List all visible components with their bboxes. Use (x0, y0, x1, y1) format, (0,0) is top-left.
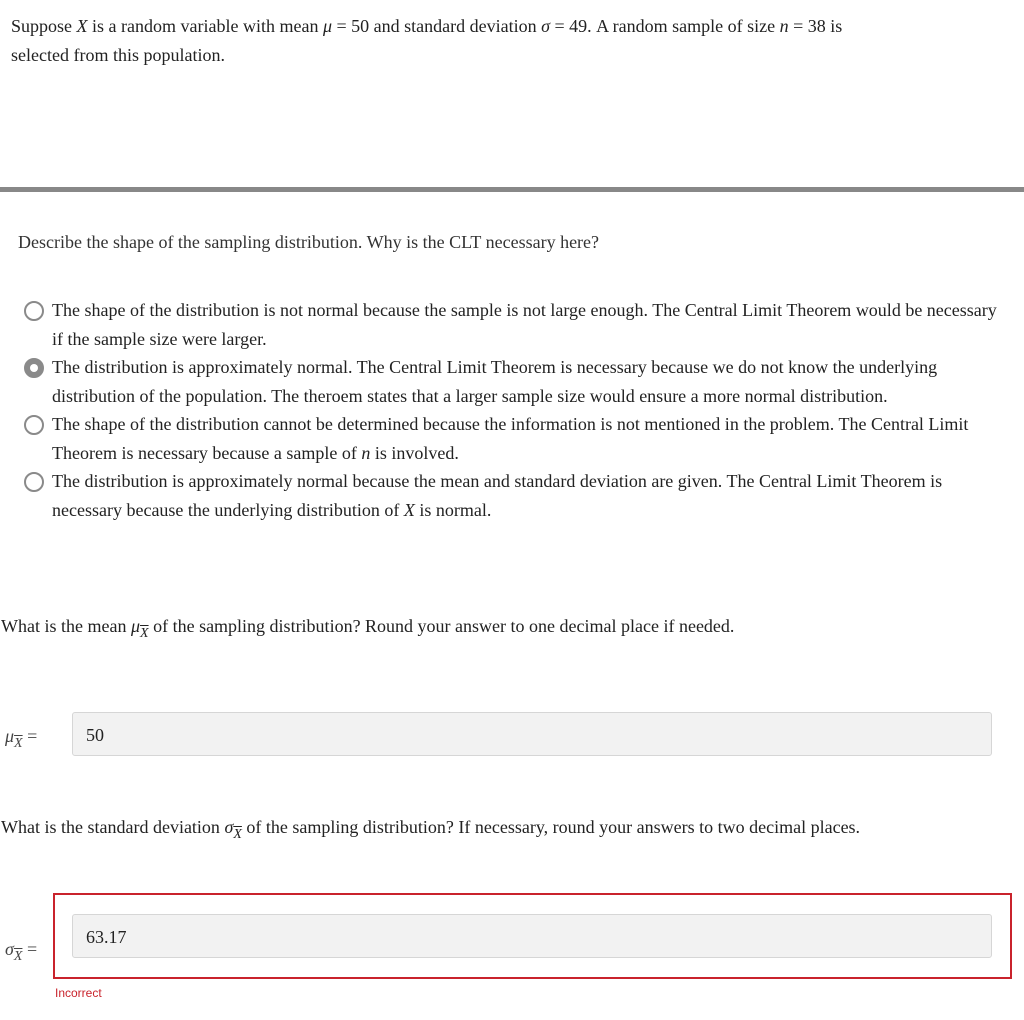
radio-button[interactable] (24, 415, 44, 435)
option-2-text: The distribution is approximately normal. The Central Limit Theorem is necessary because we do not know the underlying distribution of the population. The theroem states that a larger sample size would ensure a more normal distribution. (52, 357, 938, 406)
question-mean: What is the mean $\mu_{\overline{X}}$ of the sampling distribution? Round your answer to one decimal place if needed. (1, 616, 735, 641)
option-3-text: The shape of the distribution cannot be determined because the information is not mentioned in the problem. The Central Limit Theorem is necessary because a sample of n is involved. (52, 414, 969, 463)
section-divider (0, 187, 1024, 192)
question-sd: What is the standard deviation $\sigma_{\overline{X}}$ of the sampling distribution? If necessary, round your answers to two decimal places. (1, 817, 861, 842)
option-4-text: The distribution is approximately normal because the mean and standard deviation are given. The Central Limit Theorem is necessary because the underlying distribution of X is normal. (52, 471, 943, 520)
option-1[interactable] (22, 296, 1002, 353)
radio-button[interactable] (24, 472, 44, 492)
symbol-sigma: σ (541, 16, 550, 36)
mean-answer-input[interactable]: 50 (72, 712, 992, 756)
feedback-incorrect: Incorrect (55, 986, 102, 1000)
radio-button-selected[interactable] (24, 358, 44, 378)
option-2[interactable] (22, 353, 1002, 410)
option-1-text: The shape of the distribution is not normal because the sample is not large enough. The Central Limit Theorem would be necessary if the sample size were larger. (52, 300, 997, 349)
sd-label: $\sigma_{\overline{X}}$ = (5, 939, 38, 964)
radio-button[interactable] (24, 301, 44, 321)
sd-answer-input[interactable]: 63.17 (72, 914, 992, 958)
var-x: X (76, 16, 88, 36)
var-n: n (779, 16, 789, 36)
problem-statement: Suppose X is a random variable with mean μ = 50 and standard deviation σ = 49. A random sample of size n = 38 is selected from this population. (11, 16, 843, 65)
option-3[interactable] (22, 410, 1002, 467)
answer-options (22, 296, 1002, 524)
option-4[interactable] (22, 467, 1002, 524)
symbol-mu: μ (322, 16, 332, 36)
mean-label: $\mu_{\overline{X}}$ = (5, 726, 38, 751)
question-shape: Describe the shape of the sampling distribution. Why is the CLT necessary here? (18, 232, 600, 252)
